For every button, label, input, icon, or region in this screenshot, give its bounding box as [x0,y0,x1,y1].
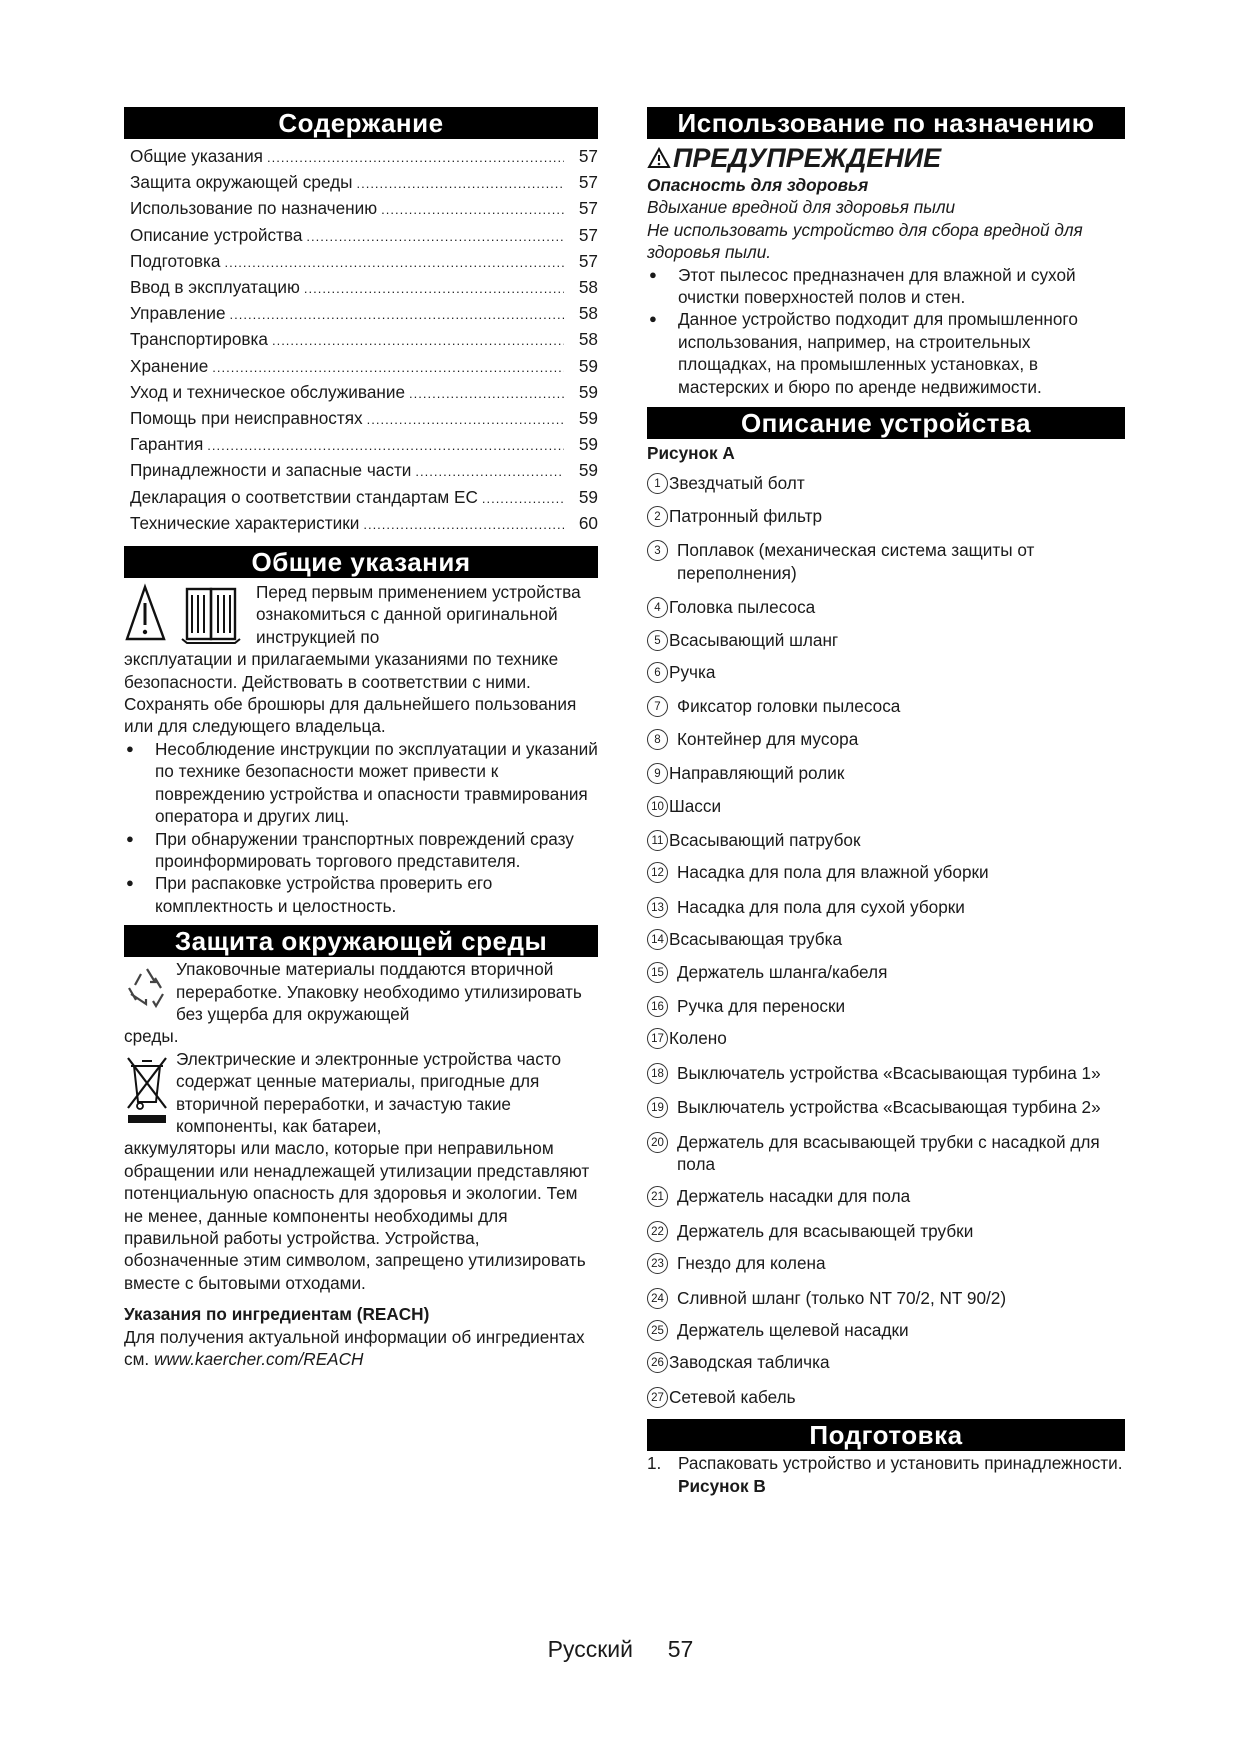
toc-item-page: 58 [578,277,598,298]
general-bullet: ● При обнаружении транспортных повреждений сразу проинформировать торгового представителя. [124,828,598,873]
toc-leader [267,145,564,170]
reach-heading: Указания по ингредиентам (REACH) [124,1304,430,1325]
part-item [647,795,1125,817]
manual-book-icon [182,589,240,643]
part-label: Колено [669,1028,727,1049]
environment-section [124,958,598,1370]
part-label: Контейнер для мусора [677,728,859,749]
toc-leader [482,486,564,511]
toc-item-page: 59 [578,408,598,429]
toc-leader [207,433,564,458]
part-item [647,829,1125,851]
step-number: 1. [647,1453,662,1474]
toc-item[interactable] [124,406,598,432]
part-item [647,861,1125,883]
toc-item-page: 58 [578,303,598,324]
part-number-badge: 4 [647,597,668,618]
part-label: Всасывающий шланг [669,629,839,650]
toc-item[interactable] [124,511,598,537]
part-label: Выключатель устройства «Всасывающая турбина 2» [677,1097,1101,1118]
danger-line: Вдыхание вредной для здоровья пыли [647,197,956,218]
part-number-badge: 26 [647,1352,668,1373]
step-text: Распаковать устройство и установить принадлежности. [678,1453,1123,1474]
part-number-badge: 13 [647,897,668,918]
part-item [647,1096,1125,1118]
toc-item-page: 60 [578,512,598,533]
part-number-badge: 11 [647,830,668,851]
part-item [647,896,1125,918]
part-number-badge: 14 [647,929,668,950]
reach-text: Для получения актуальной информации об ингредиентах см. www.kaercher.com/REACH [124,1326,585,1370]
figure-b-label: Рисунок B [678,1475,766,1496]
part-number-badge: 10 [647,796,668,817]
part-label: Всасывающая трубка [669,929,843,950]
part-label: Головка пылесоса [669,597,816,618]
part-label: Насадка для пола для влажной уборки [677,862,989,883]
toc-item-page: 57 [578,198,598,219]
toc-item-label: Принадлежности и запасные части [130,460,412,481]
part-item [647,1287,1125,1309]
recycling-icon [124,964,170,1010]
toc-item[interactable] [124,196,598,222]
part-label: Поплавок (механическая система защиты от переполнения) [677,540,1035,583]
part-number-badge: 25 [647,1320,668,1341]
left-column [124,107,598,1370]
toc-item-page: 58 [578,329,598,350]
toc-item[interactable] [124,354,598,380]
part-item [647,539,1125,584]
part-item [647,1252,1125,1274]
warning-word: ПРЕДУПРЕЖДЕНИЕ [673,143,942,173]
general-bullet: ● Несоблюдение инструкции по эксплуатации и указаний по технике безопасности может привести к повреждению устройства и опасности травмирования оператора и других лиц. [124,738,598,828]
part-item [647,762,1125,784]
toc-item-label: Уход и техническое обслуживание [130,381,406,402]
page-footer [0,1636,1241,1663]
packaging-rest: среды. [124,1026,179,1047]
danger-line: Не использовать устройство для сбора вредной для здоровья пыли. [647,219,1083,263]
toc-leader [356,171,564,196]
toc-item[interactable] [124,144,598,170]
part-label: Всасывающий патрубок [669,829,861,850]
part-number-badge: 17 [647,1028,668,1049]
general-intro-rest: эксплуатации и прилагаемыми указаниями по технике безопасности. Действовать в соответствии с ними. [124,649,559,692]
toc-item[interactable] [124,380,598,406]
electro-rest: аккумуляторы или масло, которые при неправильном обращении или ненадлежащей утилизации представляют потенциальную опасность для здоровья и экологии. Тем не менее, данные компоненты необходимы для правильной работы устройства. Устройства, обозначенные этим символом, запрещено утилизировать вместе с бытовыми отходами. [124,1138,590,1293]
toc-item-page: 59 [578,460,598,481]
toc-item[interactable] [124,223,598,249]
part-number-badge: 7 [647,696,668,717]
part-label: Выключатель устройства «Всасывающая турбина 1» [677,1062,1101,1083]
toc-leader [363,512,564,537]
danger-heading: Опасность для здоровья [647,175,869,195]
part-item [647,1027,1125,1049]
part-label: Держатель шланга/кабеля [677,961,888,982]
safety-icons [124,581,256,647]
toc-item-page: 59 [578,434,598,455]
toc-item-page: 59 [578,355,598,376]
general-keep: Сохранять обе брошюры для дальнейшего пользования или для следующего владельца. [124,694,577,737]
part-item [647,1062,1125,1084]
toc-item[interactable] [124,458,598,484]
part-label: Звездчатый болт [669,473,805,494]
preparation-section [647,1452,1125,1497]
part-number-badge: 22 [647,1221,668,1242]
part-label: Гнездо для колена [677,1253,826,1274]
part-item [647,629,1125,651]
part-number-badge: 19 [647,1097,668,1118]
right-column [647,107,1125,1497]
footer-page-number: 57 [667,1636,694,1662]
toc-item[interactable] [124,275,598,301]
part-label: Направляющий ролик [669,763,845,784]
toc-item-label: Помощь при неисправностях [130,408,363,429]
part-number-badge: 15 [647,962,668,983]
part-item [647,695,1125,717]
part-label: Шасси [669,795,722,816]
part-label: Держатель насадки для пола [677,1186,911,1207]
part-label: Ручка [669,661,716,682]
part-number-badge: 6 [647,662,668,683]
part-number-badge: 3 [647,540,668,561]
toc-leader [272,328,564,353]
part-item [647,961,1125,983]
toc-leader [409,381,564,406]
preparation-title: Подготовка [647,1419,1125,1451]
part-item [647,472,1125,494]
toc-item-label: Использование по назначению [130,198,378,219]
part-item [647,1131,1125,1176]
part-number-badge: 20 [647,1132,668,1153]
toc-item-page: 57 [578,224,598,245]
part-number-badge: 1 [647,473,668,494]
warning-icon [124,581,256,647]
part-label: Держатель для всасывающей трубки [677,1220,974,1241]
part-item [647,596,1125,618]
toc-item-label: Транспортировка [130,329,268,350]
general-section [124,581,598,917]
part-label: Сливной шланг (только NT 70/2, NT 90/2) [677,1287,1007,1308]
toc-leader [306,224,564,249]
part-item [647,1386,1125,1408]
part-number-badge: 12 [647,862,668,883]
part-number-badge: 2 [647,506,668,527]
toc-item-label: Декларация о соответствии стандартам ЕС [130,486,478,507]
toc-leader [230,302,564,327]
toc-item-label: Подготовка [130,250,221,271]
general-bullet: ● При распаковке устройства проверить его комплектность и целостность. [124,872,598,917]
packaging-text: Упаковочные материалы поддаются вторичной переработке. Упаковку необходимо утилизировать без ущерба для окружающей [176,959,582,1024]
toc-item-label: Хранение [130,355,209,376]
toc-item[interactable] [124,485,598,511]
part-item [647,995,1125,1017]
toc-item[interactable] [124,249,598,275]
toc-item-page: 59 [578,486,598,507]
figure-a-label: Рисунок A [647,443,735,464]
part-item [647,728,1125,750]
part-item [647,661,1125,683]
part-label: Патронный фильтр [669,505,823,526]
toc-title: Содержание [124,107,598,139]
toc-item-label: Описание устройства [130,224,303,245]
part-item [647,928,1125,950]
toc-item-label: Управление [130,303,226,324]
intended-use-title: Использование по назначению [647,107,1125,139]
toc-item[interactable] [124,327,598,353]
toc-leader [367,407,564,432]
toc-item[interactable] [124,432,598,458]
part-label: Держатель для всасывающей трубки с насадкой для пола [677,1131,1100,1174]
part-item [647,1220,1125,1242]
toc-item-page: 57 [578,250,598,271]
weee-bin-icon [124,1052,170,1128]
part-number-badge: 5 [647,630,668,651]
environment-title: Защита окружающей среды [124,925,598,957]
part-item [647,1351,1125,1373]
part-number-badge: 27 [647,1387,668,1408]
part-item [647,505,1125,527]
toc-item-label: Ввод в эксплуатацию [130,277,300,298]
part-label: Заводская табличка [669,1352,830,1373]
part-number-badge: 18 [647,1063,668,1084]
part-number-badge: 23 [647,1253,668,1274]
description-title: Описание устройства [647,407,1125,439]
footer-language: Русский [547,1636,633,1662]
part-number-badge: 16 [647,996,668,1017]
toc-item-label: Общие указания [130,146,263,166]
toc-item[interactable] [124,170,598,196]
toc-item[interactable] [124,301,598,327]
toc-leader [415,459,564,484]
part-number-badge: 9 [647,763,668,784]
toc-leader [224,250,564,275]
part-label: Ручка для переноски [677,995,846,1016]
general-intro-indented: Перед первым применением устройства ознакомиться с данной оригинальной инструкцией по [256,582,581,647]
part-label: Сетевой кабель [669,1386,796,1407]
warning-icon [647,147,671,169]
general-title: Общие указания [124,546,598,578]
part-item [647,1185,1125,1207]
toc-item-page: 57 [578,172,598,193]
parts-list [647,472,1125,1408]
toc-item-label: Гарантия [130,434,204,455]
use-bullet: ● Этот пылесос предназначен для влажной и сухой очистки поверхностей полов и стен. [647,264,1125,309]
toc-leader [381,197,564,222]
part-number-badge: 8 [647,729,668,750]
part-number-badge: 21 [647,1186,668,1207]
toc-leader [212,355,564,380]
toc-item-label: Технические характеристики [130,512,360,533]
reach-link[interactable]: www.kaercher.com/REACH [153,1349,364,1370]
part-number-badge: 24 [647,1288,668,1309]
toc-item-label: Защита окружающей среды [130,172,353,193]
part-label: Держатель щелевой насадки [677,1320,909,1341]
part-label: Насадка для пола для сухой уборки [677,896,965,917]
toc-item-page: 59 [578,381,598,402]
part-label: Фиксатор головки пылесоса [677,696,901,717]
toc-list [124,144,598,537]
toc-leader [304,276,564,301]
use-bullet: ● Данное устройство подходит для промышленного использования, например, на строительных площадках, на промышленных установках, в мастерских и бюро по аренде недвижимости. [647,308,1125,398]
intended-use-section [647,142,1125,398]
toc-item-page: 57 [578,146,598,166]
part-item [647,1319,1125,1341]
electro-text: Электрические и электронные устройства часто содержат ценные материалы, пригодные для вторичной переработки, и зачастую такие компоненты, как батареи, [176,1048,562,1136]
